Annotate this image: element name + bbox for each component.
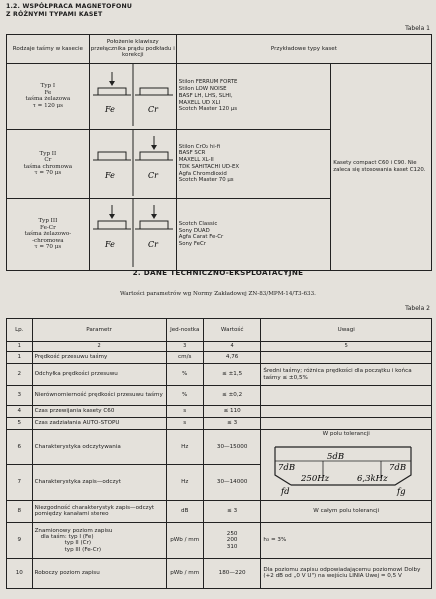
table-row: 4 Czas przewijania kasety C60 s ≤ 110: [7, 406, 432, 418]
tolerance-graph: [261, 437, 427, 497]
col-number: 2: [32, 342, 166, 352]
switch-diagram: [89, 129, 176, 199]
cassette-note: Kasety compact C60 i C90. Nie zaleca się stosowania kaset C120.: [331, 64, 432, 271]
col-number: 1: [7, 342, 33, 352]
switch-diagram-icon: [90, 64, 176, 126]
switch-diagram: [89, 199, 176, 271]
examples-cell: Stilon CrO₂ hi-fi BASF SCR MAXELL XL-II TDK SAHITACHI UD-EX Agfa Chromdioxid Scotch Master 70 μs: [176, 129, 330, 199]
table-row: 8 Niezgodność charakterystyk zapis—odczyt pomiędzy kanałami stereo dB ≤ 3 W całym polu tolerancji: [7, 500, 432, 522]
label-cr: Cr: [147, 240, 158, 250]
switch-diagram-icon: [90, 199, 176, 267]
table-label: Tabela 1: [405, 25, 430, 32]
header-value: Wartość: [203, 319, 260, 342]
header-tape-type: Rodzaje taśmy w kasecie: [7, 35, 90, 64]
graph-label: 6,3kHz: [357, 474, 388, 485]
graph-label: 7dB: [278, 463, 296, 474]
examples-cell: Scotch Classic Sony DUAD Agfa Carat Fe-Cr Sony FeCr: [176, 199, 330, 271]
graph-label: fg: [397, 487, 406, 498]
table-label: Tabela 2: [405, 305, 430, 312]
label-fe: Fe: [104, 105, 115, 114]
label-fe: Fe: [104, 170, 115, 180]
section2-title: 2. DANE TECHNICZNO-EKSPLOATACYJNE: [132, 268, 304, 277]
header-unit: Jed-nostka: [166, 319, 203, 342]
switch-diagram: [89, 64, 176, 130]
table-row: 1 Prędkość przesuwu taśmy cm/s 4,76: [7, 352, 432, 364]
graph-label: 7dB: [389, 463, 407, 474]
table-row: 3 Nierównomierność prędkości przesuwu taśmy % ≤ ±0,2: [7, 386, 432, 406]
table-row: 10 Roboczy poziom zapisu pWb / mm 180—220 Dla poziomu zapisu odpowiadającemu poziomowi Dolby (+2 dB od „0 V U") na wejściu LINIA Uwej = 0,5 V: [7, 558, 432, 588]
label-cr: Cr: [147, 105, 158, 114]
graph-label: fd: [281, 487, 290, 498]
technical-data-table: [6, 318, 432, 589]
label-cr: Cr: [147, 170, 158, 180]
cassette-table: [6, 34, 432, 271]
section-title: 1.2. WSPÓŁPRACA MAGNETOFONU Z RÓŻNYMI TYPAMI KASET: [6, 3, 133, 18]
table-row: 5 Czas zadziałania AUTO-STOPU s ≤ 3: [7, 418, 432, 430]
table-row: [7, 64, 432, 130]
tolerance-graph-cell: [261, 430, 432, 501]
col-number: 3: [166, 342, 203, 352]
label-fe: Fe: [104, 240, 115, 250]
tape-type-cell: Typ III Fe-Cr taśma żelazowo- -chromowa τ = 70 μs: [7, 199, 90, 271]
col-number: 5: [261, 342, 432, 352]
tolerance-note: W polu tolerancji: [322, 431, 370, 437]
col-number: 4: [203, 342, 260, 352]
tape-type-cell: Typ I Fe taśma żelazowa τ = 120 μs: [7, 64, 90, 130]
header-examples: Przykładowe typy kaset: [176, 35, 431, 64]
graph-label: 250Hz: [301, 474, 330, 485]
graph-label: 5dB: [327, 452, 345, 463]
switch-diagram-icon: [90, 130, 176, 196]
table-row: 6 Charakterystyka odczytywania Hz 30—15000 W polu tolerancji 7dB 5dB 7dB 250Hz 6,3kHz fd fg: [7, 430, 432, 465]
header-notes: Uwagi: [261, 319, 432, 342]
section2-subtitle: Wartości parametrów wg Normy Zakładowej ZN-83/MPM-14/T3-633.: [120, 291, 316, 297]
tape-type-cell: Typ II Cr taśma chromowa τ = 70 μs: [7, 129, 90, 199]
examples-cell: Stilon FERRUM FORTE Stilon LOW NOISE BASF LH, LHS, SLHI, MAXELL UD XLI Scotch Master 120 μs: [176, 64, 330, 130]
header-switch-position: Położenie klawiszy przełącznika prądu podkładu i korekcji: [89, 35, 176, 64]
header-lp: Lp.: [7, 319, 33, 342]
header-param: Parametr: [32, 319, 166, 342]
table-row: 7 Charakterystyka zapis—odczyt Hz 30—14000: [7, 465, 432, 500]
table-row: 2 Odchyłka prędkości przesuwu % ≤ ±1,5 Średni taśmy; różnica prędkości dla początku i końca taśmy ≤ ±0,5%: [7, 364, 432, 386]
table-row: 9 Znamionowy poziom zapisu dla taśm: typ I (Fe) typ II (Cr) typ III (Fe-Cr) pWb / mm 250 200 310 h₃ = 3%: [7, 522, 432, 558]
